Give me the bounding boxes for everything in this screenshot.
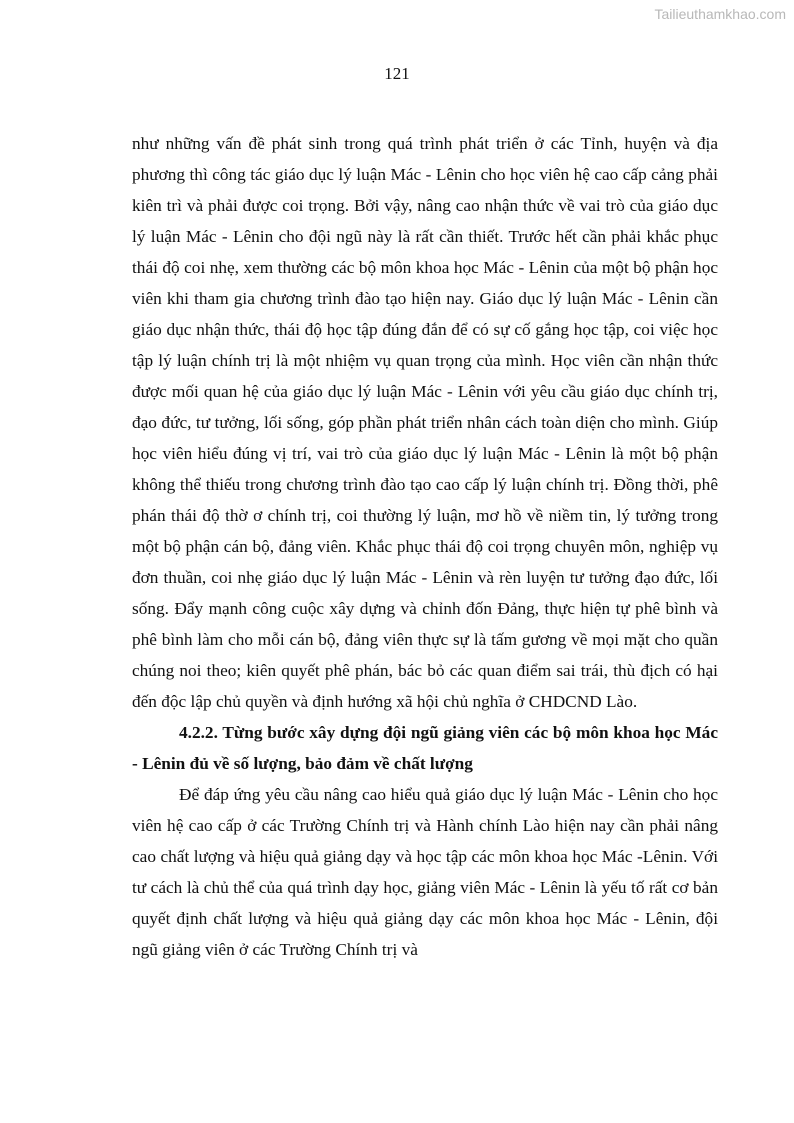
body-paragraph-1: như những vấn đề phát sinh trong quá trình phát triển ở các Tỉnh, huyện và địa phương thì công tác giáo dục lý luận Mác - Lênin cho học viên hệ cao cấp cảng phải kiên trì và phải được coi trọng. Bởi vậy, nâng cao nhận thức về vai trò của giáo dục lý luận Mác - Lênin cho đội ngũ này là rất cần thiết. Trước hết cần phải khắc phục thái độ coi nhẹ, xem thường các bộ môn khoa học Mác - Lênin của một bộ phận học viên khi tham gia chương trình đào tạo hiện nay. Giáo dục lý luận Mác - Lênin cần giáo dục nhận thức, thái độ học tập đúng đắn để có sự cố gắng học tập, coi việc học tập lý luận chính trị là một nhiệm vụ quan trọng của mình. Học viên cần nhận thức được mối quan hệ của giáo dục lý luận Mác - Lênin với yêu cầu giáo dục chính trị, đạo đức, tư tưởng, lối sống, góp phần phát triển nhân cách toàn diện cho mình. Giúp học viên hiểu đúng vị trí, vai trò của giáo dục lý luận Mác - Lênin là một bộ phận không thể thiếu trong chương trình đào tạo cao cấp lý luận chính trị. Đồng thời, phê phán thái độ thờ ơ chính trị, coi thường lý luận, mơ hồ về niềm tin, lý tưởng trong một bộ phận cán bộ, đảng viên. Khắc phục thái độ coi trọng chuyên môn, nghiệp vụ đơn thuần, coi nhẹ giáo dục lý luận Mác - Lênin và rèn luyện tư tưởng đạo đức, lối sống. Đẩy mạnh công cuộc xây dựng và chỉnh đốn Đảng, thực hiện tự phê bình và phê bình làm cho mỗi cán bộ, đảng viên thực sự là tấm gương về mọi mặt cho quần chúng noi theo; kiên quyết phê phán, bác bỏ các quan điểm sai trái, thù địch có hại đến độc lập chủ quyền và định hướng xã hội chủ nghĩa ở CHDCND Lào. <box>132 134 718 711</box>
section-heading: 4.2.2. Từng bước xây dựng đội ngũ giảng viên các bộ môn khoa học Mác - Lênin đủ về số lượng, bảo đảm về chất lượng <box>132 723 718 773</box>
watermark: Tailieuthamkhao.com <box>654 6 786 22</box>
body-paragraph-2: Để đáp ứng yêu cầu nâng cao hiểu quả giáo dục lý luận Mác - Lênin cho học viên hệ cao cấp ở các Trường Chính trị và Hành chính Lào hiện nay cần phải nâng cao chất lượng và hiệu quả giảng dạy và học tập các môn khoa học Mác -Lênin. Với tư cách là chủ thể của quá trình dạy học, giảng viên Mác - Lênin là yếu tố rất cơ bản quyết định chất lượng và hiệu quả giảng dạy các môn khoa học Mác - Lênin, đội ngũ giảng viên ở các Trường Chính trị và <box>132 785 718 959</box>
page-number: 121 <box>384 64 410 83</box>
document-body <box>132 128 718 965</box>
